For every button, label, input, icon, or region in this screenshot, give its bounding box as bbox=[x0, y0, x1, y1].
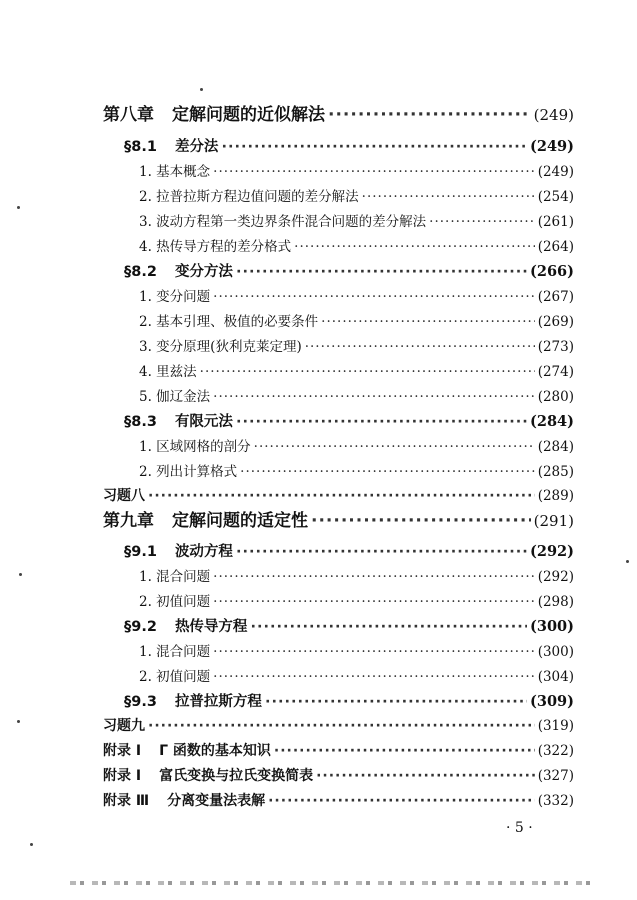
section-label: §9.3 拉普拉斯方程 bbox=[124, 694, 262, 710]
page-ref: (269) bbox=[537, 314, 574, 330]
page-ref: (309) bbox=[530, 693, 574, 710]
leader-dots bbox=[213, 159, 535, 185]
leader-dots bbox=[294, 234, 535, 260]
toc-item[interactable] bbox=[139, 664, 574, 690]
toc-item[interactable] bbox=[139, 639, 574, 665]
toc-appendix-2[interactable] bbox=[103, 763, 574, 789]
leader-dots bbox=[265, 689, 527, 715]
leader-dots bbox=[268, 788, 535, 814]
leader-dots bbox=[213, 639, 535, 665]
section-label: §8.2 变分方法 bbox=[124, 264, 233, 280]
item-label: 3. 波动方程第一类边界条件混合问题的差分解法 bbox=[139, 214, 427, 230]
toc-exercises-9[interactable] bbox=[103, 713, 574, 739]
page-ref: (284) bbox=[530, 413, 574, 430]
exercise-label: 习题九 bbox=[103, 718, 145, 734]
item-label: 1. 区域网格的剖分 bbox=[139, 439, 251, 455]
page-ref: (254) bbox=[537, 189, 574, 205]
leader-dots bbox=[328, 102, 531, 128]
section-label: §9.2 热传导方程 bbox=[124, 619, 248, 635]
item-label: 2. 初值问题 bbox=[139, 594, 211, 610]
leader-dots bbox=[250, 614, 527, 640]
page-ref: (322) bbox=[537, 743, 574, 759]
exercise-label: 习题八 bbox=[103, 488, 145, 504]
leader-dots bbox=[254, 434, 535, 460]
leader-dots bbox=[213, 284, 535, 310]
toc-section-8-3[interactable] bbox=[124, 409, 574, 435]
leader-dots bbox=[200, 359, 535, 385]
toc-item[interactable] bbox=[139, 359, 574, 385]
page-ref: (284) bbox=[537, 439, 574, 455]
toc-exercises-8[interactable] bbox=[103, 483, 574, 509]
item-label: 1. 变分问题 bbox=[139, 289, 211, 305]
toc-item[interactable] bbox=[139, 184, 574, 210]
page-ref: (292) bbox=[530, 543, 574, 560]
page-ref: (300) bbox=[530, 618, 574, 635]
item-label: 3. 变分原理(狄利克莱定理) bbox=[139, 339, 302, 355]
toc-item[interactable] bbox=[139, 234, 574, 260]
toc-item[interactable] bbox=[139, 334, 574, 360]
item-label: 5. 伽辽金法 bbox=[139, 389, 211, 405]
page-ref: (327) bbox=[537, 768, 574, 784]
leader-dots bbox=[213, 589, 535, 615]
section-label: §8.3 有限元法 bbox=[124, 414, 233, 430]
scan-noise-line bbox=[70, 881, 590, 885]
page-ref: (266) bbox=[530, 263, 574, 280]
page-ref: (249) bbox=[537, 164, 574, 180]
item-label: 2. 基本引理、极值的必要条件 bbox=[139, 314, 319, 330]
scan-speck bbox=[626, 560, 629, 563]
item-label: 4. 里兹法 bbox=[139, 364, 197, 380]
leader-dots bbox=[148, 713, 535, 739]
page-ref: (249) bbox=[530, 138, 574, 155]
item-label: 1. 混合问题 bbox=[139, 644, 211, 660]
toc-item[interactable] bbox=[139, 159, 574, 185]
page-ref: (249) bbox=[533, 106, 574, 124]
page-ref: (319) bbox=[537, 718, 574, 734]
toc-section-9-2[interactable] bbox=[124, 614, 574, 640]
leader-dots bbox=[236, 539, 527, 565]
appendix-label: 附录 I 富氏变换与拉氏变换简表 bbox=[103, 768, 314, 784]
toc-item[interactable] bbox=[139, 434, 574, 460]
toc-item[interactable] bbox=[139, 284, 574, 310]
page-ref: (300) bbox=[537, 644, 574, 660]
page-ref: (289) bbox=[537, 488, 574, 504]
toc-item[interactable] bbox=[139, 589, 574, 615]
toc-section-9-1[interactable] bbox=[124, 539, 574, 565]
appendix-label: 附录 I Γ 函数的基本知识 bbox=[103, 743, 271, 759]
toc-item[interactable] bbox=[139, 459, 574, 485]
toc-section-8-1[interactable] bbox=[124, 134, 574, 160]
scan-speck bbox=[19, 573, 22, 576]
toc-item[interactable] bbox=[139, 209, 574, 235]
leader-dots bbox=[274, 738, 535, 764]
leader-dots bbox=[213, 664, 535, 690]
leader-dots bbox=[213, 564, 535, 590]
item-label: 4. 热传导方程的差分格式 bbox=[139, 239, 292, 255]
item-label: 1. 混合问题 bbox=[139, 569, 211, 585]
leader-dots bbox=[236, 259, 527, 285]
item-label: 2. 拉普拉斯方程边值问题的差分解法 bbox=[139, 189, 359, 205]
section-label: §8.1 差分法 bbox=[124, 139, 219, 155]
chapter-label: 第九章 定解问题的适定性 bbox=[103, 511, 308, 531]
section-label: §9.1 波动方程 bbox=[124, 544, 233, 560]
toc-chapter-8[interactable] bbox=[103, 102, 574, 128]
toc-section-9-3[interactable] bbox=[124, 689, 574, 715]
item-label: 2. 初值问题 bbox=[139, 669, 211, 685]
scan-speck bbox=[17, 206, 20, 209]
toc-appendix-1[interactable] bbox=[103, 738, 574, 764]
page-ref: (285) bbox=[537, 464, 574, 480]
leader-dots bbox=[305, 334, 535, 360]
scan-speck bbox=[30, 843, 33, 846]
leader-dots bbox=[362, 184, 535, 210]
scan-speck bbox=[17, 720, 20, 723]
toc-chapter-9[interactable] bbox=[103, 508, 574, 534]
page-ref: (332) bbox=[537, 793, 574, 809]
page-ref: (280) bbox=[537, 389, 574, 405]
leader-dots bbox=[240, 459, 535, 485]
item-label: 2. 列出计算格式 bbox=[139, 464, 238, 480]
page-number: · 5 · bbox=[506, 820, 533, 836]
page-ref: (267) bbox=[537, 289, 574, 305]
leader-dots bbox=[213, 384, 535, 410]
toc-section-8-2[interactable] bbox=[124, 259, 574, 285]
page-ref: (304) bbox=[537, 669, 574, 685]
page-ref: (261) bbox=[537, 214, 574, 230]
page-ref: (292) bbox=[537, 569, 574, 585]
toc-item[interactable] bbox=[139, 384, 574, 410]
page-ref: (273) bbox=[537, 339, 574, 355]
item-label: 1. 基本概念 bbox=[139, 164, 211, 180]
toc-appendix-3[interactable] bbox=[103, 788, 574, 814]
leader-dots bbox=[429, 209, 535, 235]
leader-dots bbox=[311, 508, 531, 534]
scan-speck bbox=[200, 88, 203, 91]
page-ref: (291) bbox=[533, 512, 574, 530]
toc-item[interactable] bbox=[139, 564, 574, 590]
page-ref: (274) bbox=[537, 364, 574, 380]
page-ref: (298) bbox=[537, 594, 574, 610]
appendix-label: 附录 Ⅲ 分离变量法表解 bbox=[103, 793, 266, 809]
leader-dots bbox=[321, 309, 535, 335]
toc-item[interactable] bbox=[139, 309, 574, 335]
leader-dots bbox=[236, 409, 527, 435]
leader-dots bbox=[221, 134, 527, 160]
chapter-label: 第八章 定解问题的近似解法 bbox=[103, 105, 325, 125]
page-ref: (264) bbox=[537, 239, 574, 255]
leader-dots bbox=[148, 483, 535, 509]
leader-dots bbox=[316, 763, 535, 789]
